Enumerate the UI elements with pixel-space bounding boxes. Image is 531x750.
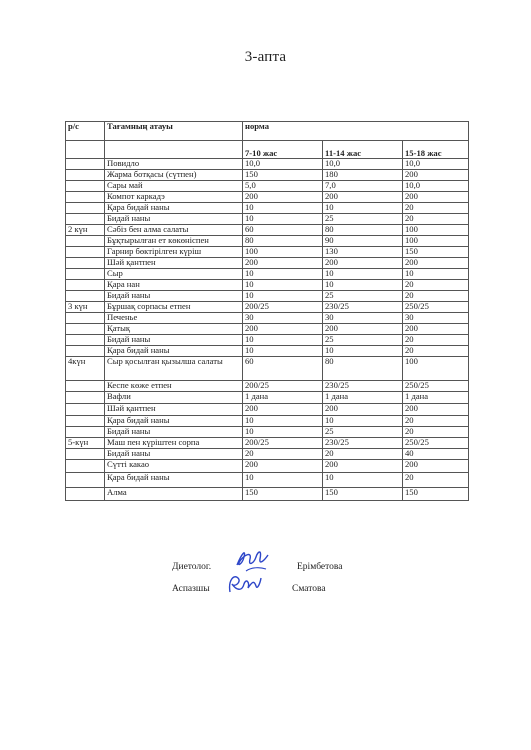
row-norm-11-14: 10 xyxy=(323,203,403,214)
row-norm-11-14: 130 xyxy=(323,247,403,258)
row-norm-11-14: 20 xyxy=(323,449,403,460)
row-norm-7-10: 150 xyxy=(243,488,323,501)
row-norm-7-10: 10 xyxy=(243,269,323,280)
table-row xyxy=(66,438,469,449)
row-dish-name: Қатық xyxy=(105,324,243,335)
row-norm-11-14: 10 xyxy=(323,269,403,280)
row-dish-name: Қара бидай наны xyxy=(105,346,243,357)
table-row xyxy=(66,381,469,392)
row-norm-7-10: 200 xyxy=(243,460,323,473)
table-row xyxy=(66,460,469,473)
row-norm-7-10: 200 xyxy=(243,404,323,416)
row-day-cell xyxy=(66,416,105,427)
table-row xyxy=(66,225,469,236)
dietolog-name: Ерімбетова xyxy=(297,562,343,572)
table-row xyxy=(66,427,469,438)
row-dish-name: Вафли xyxy=(105,392,243,404)
row-norm-11-14: 10 xyxy=(323,473,403,488)
row-norm-15-18: 10,0 xyxy=(403,159,469,170)
row-norm-7-10: 10 xyxy=(243,346,323,357)
row-norm-15-18: 10,0 xyxy=(403,181,469,192)
row-norm-15-18: 20 xyxy=(403,427,469,438)
row-dish-name: Бидай наны xyxy=(105,449,243,460)
row-norm-7-10: 100 xyxy=(243,247,323,258)
row-day-cell xyxy=(66,291,105,302)
aspaz-name: Сматова xyxy=(292,584,326,594)
header-name-blank xyxy=(105,141,243,159)
table-row xyxy=(66,159,469,170)
row-norm-11-14: 200 xyxy=(323,404,403,416)
row-norm-15-18: 200 xyxy=(403,258,469,269)
row-norm-11-14: 25 xyxy=(323,427,403,438)
row-norm-11-14: 90 xyxy=(323,236,403,247)
row-day-cell xyxy=(66,203,105,214)
row-norm-7-10: 10 xyxy=(243,416,323,427)
row-day-cell xyxy=(66,449,105,460)
table-row xyxy=(66,324,469,335)
row-day-cell xyxy=(66,236,105,247)
row-norm-11-14: 10,0 xyxy=(323,159,403,170)
page-title: 3-апта xyxy=(244,49,287,65)
row-norm-15-18: 150 xyxy=(403,247,469,258)
row-day-cell xyxy=(66,473,105,488)
row-dish-name: Сүтті какао xyxy=(105,460,243,473)
row-day-cell xyxy=(66,381,105,392)
row-norm-7-10: 10 xyxy=(243,427,323,438)
row-day-cell xyxy=(66,488,105,501)
row-norm-7-10: 200/25 xyxy=(243,438,323,449)
row-day-cell xyxy=(66,392,105,404)
row-day-cell: 4күн xyxy=(66,357,105,381)
row-norm-15-18: 250/25 xyxy=(403,302,469,313)
row-norm-7-10: 60 xyxy=(243,357,323,381)
row-norm-11-14: 80 xyxy=(323,357,403,381)
row-day-cell xyxy=(66,280,105,291)
aspaz-signature xyxy=(224,570,264,598)
row-day-cell: 5-күн xyxy=(66,438,105,449)
row-dish-name: Маш пен күріштен сорпа xyxy=(105,438,243,449)
table-row xyxy=(66,203,469,214)
row-norm-11-14: 25 xyxy=(323,291,403,302)
row-norm-15-18: 100 xyxy=(403,225,469,236)
row-day-cell xyxy=(66,258,105,269)
row-norm-11-14: 150 xyxy=(323,488,403,501)
row-norm-15-18: 20 xyxy=(403,416,469,427)
header-age-11-14: 11-14 жас xyxy=(323,141,403,159)
row-day-cell xyxy=(66,192,105,203)
table-row xyxy=(66,488,469,501)
row-norm-7-10: 200 xyxy=(243,258,323,269)
row-norm-11-14: 230/25 xyxy=(323,438,403,449)
row-norm-15-18: 1 дана xyxy=(403,392,469,404)
row-day-cell xyxy=(66,269,105,280)
row-dish-name: Бидай наны xyxy=(105,335,243,346)
row-norm-7-10: 60 xyxy=(243,225,323,236)
menu-table xyxy=(65,121,469,501)
row-day-cell xyxy=(66,159,105,170)
row-norm-7-10: 10 xyxy=(243,473,323,488)
row-norm-7-10: 80 xyxy=(243,236,323,247)
table-row xyxy=(66,258,469,269)
row-day-cell xyxy=(66,335,105,346)
table-row xyxy=(66,170,469,181)
table-row xyxy=(66,236,469,247)
row-norm-7-10: 10 xyxy=(243,280,323,291)
row-day-cell xyxy=(66,427,105,438)
row-norm-11-14: 30 xyxy=(323,313,403,324)
row-day-cell xyxy=(66,404,105,416)
row-norm-7-10: 10 xyxy=(243,335,323,346)
row-norm-11-14: 10 xyxy=(323,346,403,357)
header-name: Тағамның атауы xyxy=(105,122,243,141)
row-day-cell xyxy=(66,170,105,181)
row-day-cell: 2 күн xyxy=(66,225,105,236)
aspaz-role: Аспазшы xyxy=(172,584,210,594)
table-row xyxy=(66,404,469,416)
row-norm-11-14: 180 xyxy=(323,170,403,181)
row-norm-11-14: 230/25 xyxy=(323,381,403,392)
table-row xyxy=(66,357,469,381)
row-norm-11-14: 7,0 xyxy=(323,181,403,192)
row-norm-7-10: 10 xyxy=(243,214,323,225)
row-norm-7-10: 10 xyxy=(243,291,323,302)
row-norm-15-18: 150 xyxy=(403,488,469,501)
header-num: р/с xyxy=(66,122,105,141)
table-row xyxy=(66,280,469,291)
row-norm-7-10: 200/25 xyxy=(243,381,323,392)
row-dish-name: Бидай наны xyxy=(105,291,243,302)
row-day-cell xyxy=(66,247,105,258)
table-row xyxy=(66,346,469,357)
row-day-cell: 3 күн xyxy=(66,302,105,313)
row-dish-name: Қара нан xyxy=(105,280,243,291)
row-norm-15-18: 200 xyxy=(403,404,469,416)
row-norm-7-10: 5,0 xyxy=(243,181,323,192)
row-norm-15-18: 30 xyxy=(403,313,469,324)
row-norm-15-18: 20 xyxy=(403,473,469,488)
row-dish-name: Повидло xyxy=(105,159,243,170)
row-dish-name: Гарнир бөктірілген күріш xyxy=(105,247,243,258)
row-day-cell xyxy=(66,313,105,324)
row-norm-15-18: 200 xyxy=(403,170,469,181)
table-row xyxy=(66,392,469,404)
table-row xyxy=(66,291,469,302)
row-norm-15-18: 200 xyxy=(403,324,469,335)
table-row xyxy=(66,449,469,460)
row-dish-name: Бидай наны xyxy=(105,427,243,438)
row-norm-7-10: 150 xyxy=(243,170,323,181)
row-norm-11-14: 200 xyxy=(323,460,403,473)
row-dish-name: Компот каркадэ xyxy=(105,192,243,203)
row-norm-11-14: 230/25 xyxy=(323,302,403,313)
row-norm-11-14: 25 xyxy=(323,335,403,346)
header-norma: норма xyxy=(243,122,469,141)
row-norm-15-18: 20 xyxy=(403,335,469,346)
row-norm-7-10: 200 xyxy=(243,192,323,203)
row-day-cell xyxy=(66,460,105,473)
row-norm-11-14: 200 xyxy=(323,324,403,335)
row-dish-name: Бұқтырылған ет көкөніспен xyxy=(105,236,243,247)
row-norm-7-10: 10,0 xyxy=(243,159,323,170)
row-norm-15-18: 200 xyxy=(403,192,469,203)
row-dish-name: Сәбіз бен алма салаты xyxy=(105,225,243,236)
row-norm-15-18: 20 xyxy=(403,291,469,302)
row-day-cell xyxy=(66,324,105,335)
row-dish-name: Алма xyxy=(105,488,243,501)
row-norm-15-18: 10 xyxy=(403,269,469,280)
row-dish-name: Қара бидай наны xyxy=(105,473,243,488)
row-norm-15-18: 100 xyxy=(403,357,469,381)
row-dish-name: Қара бидай наны xyxy=(105,416,243,427)
row-dish-name: Бұршақ сорпасы етпен xyxy=(105,302,243,313)
row-norm-15-18: 20 xyxy=(403,346,469,357)
row-dish-name: Сыр xyxy=(105,269,243,280)
table-row xyxy=(66,473,469,488)
header-age-15-18: 15-18 жас xyxy=(403,141,469,159)
table-row xyxy=(66,181,469,192)
row-dish-name: Жарма ботқасы (сүтпен) xyxy=(105,170,243,181)
table-row xyxy=(66,416,469,427)
row-dish-name: Шәй қантпен xyxy=(105,404,243,416)
dietolog-role: Диетолог. xyxy=(172,562,212,572)
table-row xyxy=(66,247,469,258)
row-norm-7-10: 200/25 xyxy=(243,302,323,313)
row-day-cell xyxy=(66,181,105,192)
row-norm-15-18: 250/25 xyxy=(403,381,469,392)
row-day-cell xyxy=(66,346,105,357)
row-norm-15-18: 20 xyxy=(403,203,469,214)
row-dish-name: Сары май xyxy=(105,181,243,192)
row-norm-11-14: 80 xyxy=(323,225,403,236)
row-norm-11-14: 10 xyxy=(323,280,403,291)
header-num-blank xyxy=(66,141,105,159)
table-row xyxy=(66,302,469,313)
table-row xyxy=(66,313,469,324)
row-norm-15-18: 40 xyxy=(403,449,469,460)
table-row xyxy=(66,269,469,280)
row-norm-15-18: 100 xyxy=(403,236,469,247)
row-dish-name: Шәй қантпен xyxy=(105,258,243,269)
row-norm-7-10: 1 дана xyxy=(243,392,323,404)
row-norm-15-18: 20 xyxy=(403,280,469,291)
row-norm-15-18: 250/25 xyxy=(403,438,469,449)
row-norm-15-18: 20 xyxy=(403,214,469,225)
row-dish-name: Қара бидай наны xyxy=(105,203,243,214)
table-row xyxy=(66,335,469,346)
row-dish-name: Кеспе көже етпен xyxy=(105,381,243,392)
row-dish-name: Бидай наны xyxy=(105,214,243,225)
header-age-7-10: 7-10 жас xyxy=(243,141,323,159)
row-norm-11-14: 200 xyxy=(323,258,403,269)
row-norm-7-10: 20 xyxy=(243,449,323,460)
row-norm-11-14: 25 xyxy=(323,214,403,225)
row-norm-11-14: 10 xyxy=(323,416,403,427)
row-norm-7-10: 10 xyxy=(243,203,323,214)
row-norm-11-14: 1 дана xyxy=(323,392,403,404)
row-dish-name: Печенье xyxy=(105,313,243,324)
row-day-cell xyxy=(66,214,105,225)
row-norm-11-14: 200 xyxy=(323,192,403,203)
row-norm-7-10: 200 xyxy=(243,324,323,335)
row-norm-7-10: 30 xyxy=(243,313,323,324)
row-norm-15-18: 200 xyxy=(403,460,469,473)
row-dish-name: Сыр қосылған қызылша салаты xyxy=(105,357,243,381)
table-row xyxy=(66,192,469,203)
table-row xyxy=(66,214,469,225)
